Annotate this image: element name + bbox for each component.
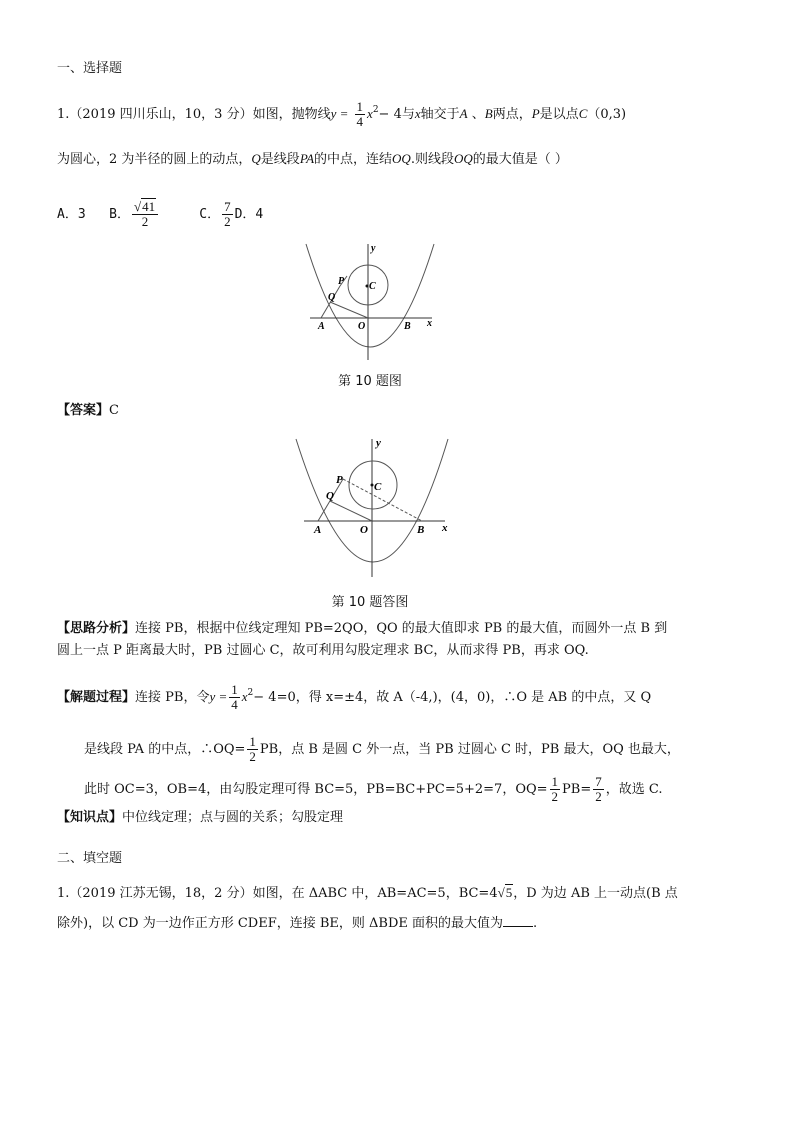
answer-label-Q: Q [326, 490, 334, 502]
option-d: D．4 [234, 207, 264, 222]
answer-label-C: C [374, 481, 382, 493]
solution-line-3: 此时 OC=3，OB=4，由勾股定理可得 BC=5，PB=BC+PC=5+2=7，OQ= $\frac{1}{2}$ PB= $\frac{7}{2}$ ，故选 C. [84, 774, 663, 804]
answer-figure-caption: 第 10 题答图 [331, 595, 409, 610]
option-c: C． $\frac{7}{2}$ [199, 199, 231, 229]
question-2-line-2: 除外)，以 CD 为一边作正方形 CDEF，连接 BE，则 ΔBDE 面积的最大值为 . [57, 916, 538, 931]
question-2-line-1: 1.（2019 江苏无锡，18，2 分）如图，在 ΔABC 中，AB=AC=5，BC=4√5，D 为边 AB 上一动点(B 点 [57, 885, 678, 901]
answer-label-O: O [360, 524, 368, 536]
solution-line-2: 是线段 PA 的中点，∴OQ= $\frac{1}{2}$ PB，点 B 是圆 C 外一点，当 PB 过圆心 C 时，PB 最大，OQ 也最大， [84, 734, 680, 764]
answer-label-P: P [336, 474, 343, 486]
option-b: B． $\frac{√41}{2}$ [109, 207, 160, 222]
section-title-choice: 一、选择题 [57, 61, 123, 76]
solution-line-1: 【解题过程】连接 PB，令y = $\frac{1}{4}$ $x^2- 4=0$，得 x=±4，故 A（-4,)，(4，0)，∴O 是 AB 的中点，又 Q [57, 682, 652, 712]
option-a: A．3 [57, 207, 86, 222]
analysis-line-2: 圆上一点 P 距离最大时，PB 过圆心 C，故可利用勾股定理求 BC，从而求得 PB，再求 OQ. [57, 643, 589, 658]
label-A: A [318, 321, 325, 332]
question-1-line-1: 1.（2019 四川乐山，10，3 分）如图，抛物线y = $\frac{1}{4}$ $x^2- 4$与x轴交于A 、B两点，P是以点C（0,3) [57, 99, 627, 129]
answer-label-y: y [376, 437, 381, 449]
answer-line: 【答案】C [57, 403, 119, 418]
fraction-quarter: $\frac{1}{4}$ [356, 99, 364, 129]
section-title-fill: 二、填空题 [57, 851, 123, 866]
label-O: O [358, 321, 366, 332]
label-Q: Q [328, 292, 336, 303]
figure-caption: 第 10 题图 [338, 374, 402, 389]
label-P: P [338, 276, 345, 287]
parabola-figure [300, 240, 445, 365]
label-y: y [371, 243, 376, 254]
label-B: B [404, 321, 411, 332]
knowledge-line: 【知识点】中位线定理；点与圆的关系；勾股定理 [57, 810, 344, 825]
answer-blank[interactable] [503, 914, 533, 927]
question-1-line-2: 为圆心，2 为半径的圆上的动点，Q是线段PA的中点，连结OQ.则线段OQ的最大值是（ ） [57, 151, 568, 167]
label-x: x [427, 318, 432, 329]
analysis-line-1: 【思路分析】连接 PB，根据中位线定理知 PB=2QO，QO 的最大值即求 PB 的最大值，而圆外一点 B 到 [57, 621, 668, 636]
answer-label-B: B [417, 524, 425, 536]
answer-label-A: A [314, 524, 322, 536]
question-1-options [57, 200, 263, 229]
label-C: C [369, 281, 376, 292]
answer-label-x: x [442, 522, 448, 534]
answer-figure [290, 435, 455, 580]
